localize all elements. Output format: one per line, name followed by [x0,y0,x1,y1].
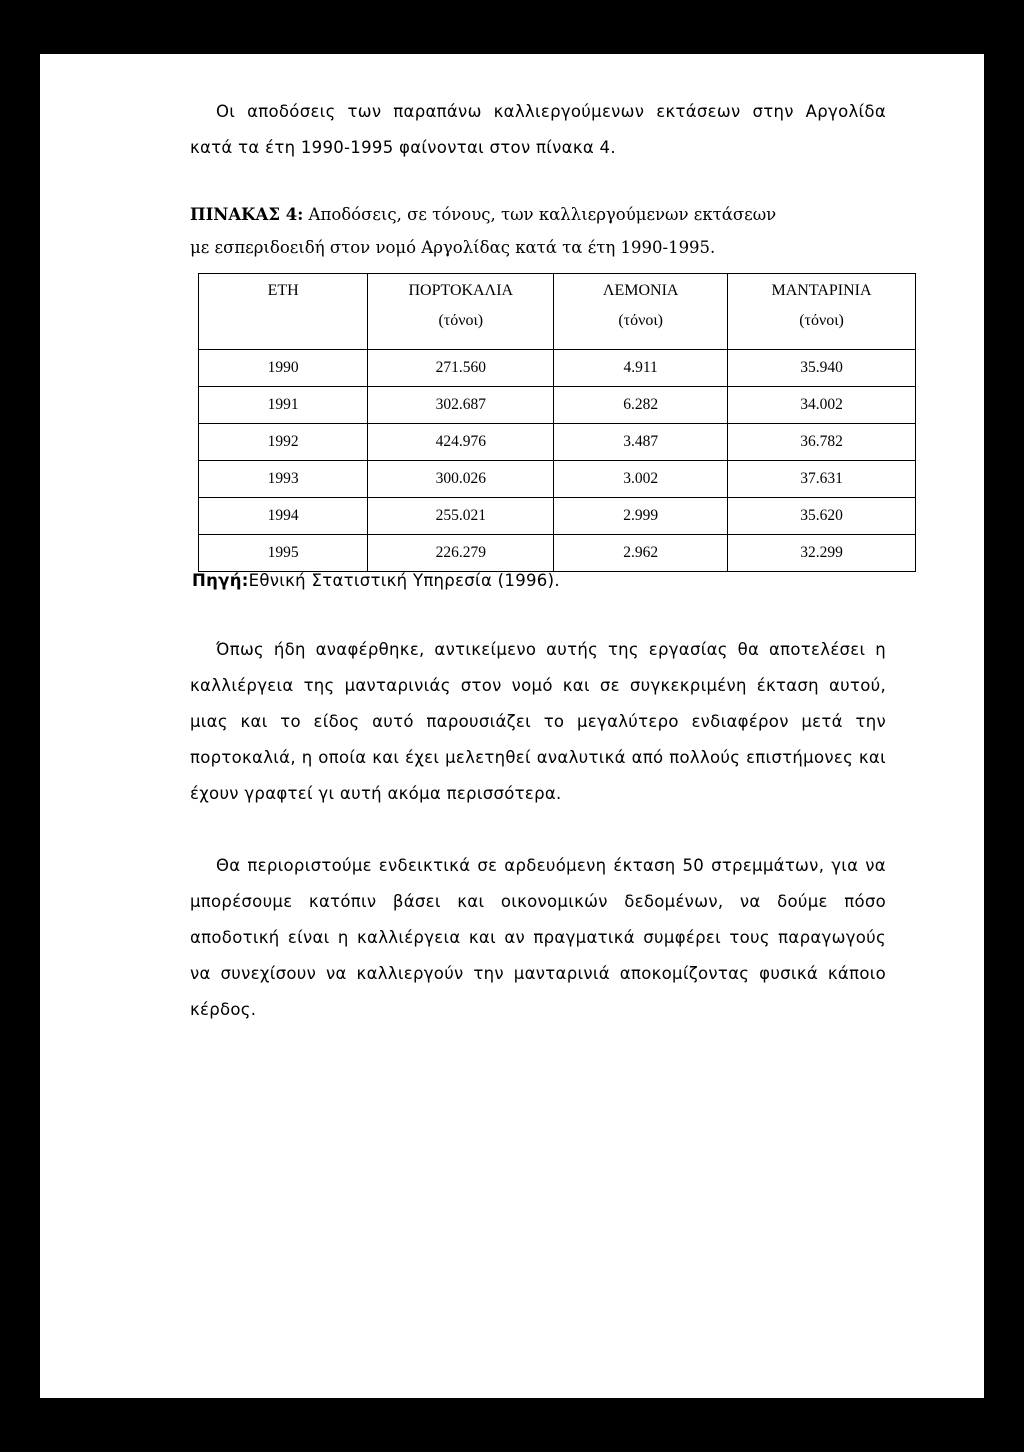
cell-mandarins: 32.299 [728,535,916,572]
cell-year: 1990 [199,350,368,387]
table-caption-line1: Αποδόσεις, σε τόνους, των καλλιεργούμενων εκτάσεων [303,205,777,224]
table-caption-label: ΠΙΝΑΚΑΣ 4: [190,205,304,224]
cell-year: 1991 [199,387,368,424]
source-label: Πηγή: [192,571,249,590]
header-unit: (τόνοι) [438,312,484,329]
table-row [199,535,916,572]
header-name: ΜΑΝΤΑΡΙΝΙΑ [771,282,872,299]
body-paragraph-2: Θα περιοριστούμε ενδεικτικά σε αρδευόμενη έκταση 50 στρεμμάτων, για να μπορέσουμε κατόπιν βάσει και οικονομικών δεδομένων, να δούμε πόσο αποδοτική είναι η καλλιέργεια και αν πραγματικά συμφέρει τους παραγωγούς να συνεχίσουν να καλλιεργούν την μανταρινιά αποκομίζοντας φυσικά κάποιο κέρδος. [190,856,886,1019]
body-paragraph-1: Όπως ήδη αναφέρθηκε, αντικείμενο αυτής της εργασίας θα αποτελέσει η καλλιέργεια της μανταρινιάς στον νομό και σε συγκεκριμένη έκταση αυτού, μιας και το είδος αυτό παρουσιάζει το μεγαλύτερο ενδιαφέρον μετά την πορτοκαλιά, η οποία και έχει μελετηθεί αναλυτικά από πολλούς επιστήμονες και έχουν γραφτεί γι αυτή ακόμα περισσότερα. [190,640,886,803]
table-row [199,498,916,535]
cell-oranges: 424.976 [368,424,554,461]
cell-lemons: 2.962 [554,535,728,572]
cell-mandarins: 36.782 [728,424,916,461]
cell-oranges: 300.026 [368,461,554,498]
header-unit: (τόνοι) [618,312,663,329]
header-name: ΠΟΡΤΟΚΑΛΙΑ [408,282,514,299]
cell-oranges: 271.560 [368,350,554,387]
cell-year: 1992 [199,424,368,461]
cell-oranges: 226.279 [368,535,554,572]
cell-lemons: 3.487 [554,424,728,461]
header-oranges [368,274,554,350]
cell-lemons: 6.282 [554,387,728,424]
table-row [199,424,916,461]
source-text: Εθνική Στατιστική Υπηρεσία (1996). [248,571,560,590]
intro-paragraph: Οι αποδόσεις των παραπάνω καλλιεργούμενων εκτάσεων στην Αργολίδα κατά τα έτη 1990-1995 φαίνονται στον πίνακα 4. [190,102,886,157]
header-unit: (τόνοι) [799,312,844,329]
header-name: ΕΤΗ [267,282,299,299]
document-page [40,54,984,1398]
header-mandarins [728,274,916,350]
header-lemons [554,274,728,350]
table-row [199,387,916,424]
cell-lemons: 4.911 [554,350,728,387]
cell-mandarins: 35.620 [728,498,916,535]
cell-mandarins: 34.002 [728,387,916,424]
table-source [192,571,560,590]
table-row [199,350,916,387]
cell-lemons: 3.002 [554,461,728,498]
cell-oranges: 302.687 [368,387,554,424]
table-caption [190,198,890,264]
cell-year: 1995 [199,535,368,572]
cell-year: 1994 [199,498,368,535]
table-caption-line2: με εσπεριδοειδή στον νομό Αργολίδας κατά τα έτη 1990-1995. [190,238,716,257]
cell-lemons: 2.999 [554,498,728,535]
table-header-row [199,274,916,350]
header-years [199,274,368,350]
cell-oranges: 255.021 [368,498,554,535]
yields-table [198,273,916,572]
cell-mandarins: 37.631 [728,461,916,498]
cell-mandarins: 35.940 [728,350,916,387]
cell-year: 1993 [199,461,368,498]
header-name: ΛΕΜΟΝΙΑ [602,282,679,299]
table-row [199,461,916,498]
